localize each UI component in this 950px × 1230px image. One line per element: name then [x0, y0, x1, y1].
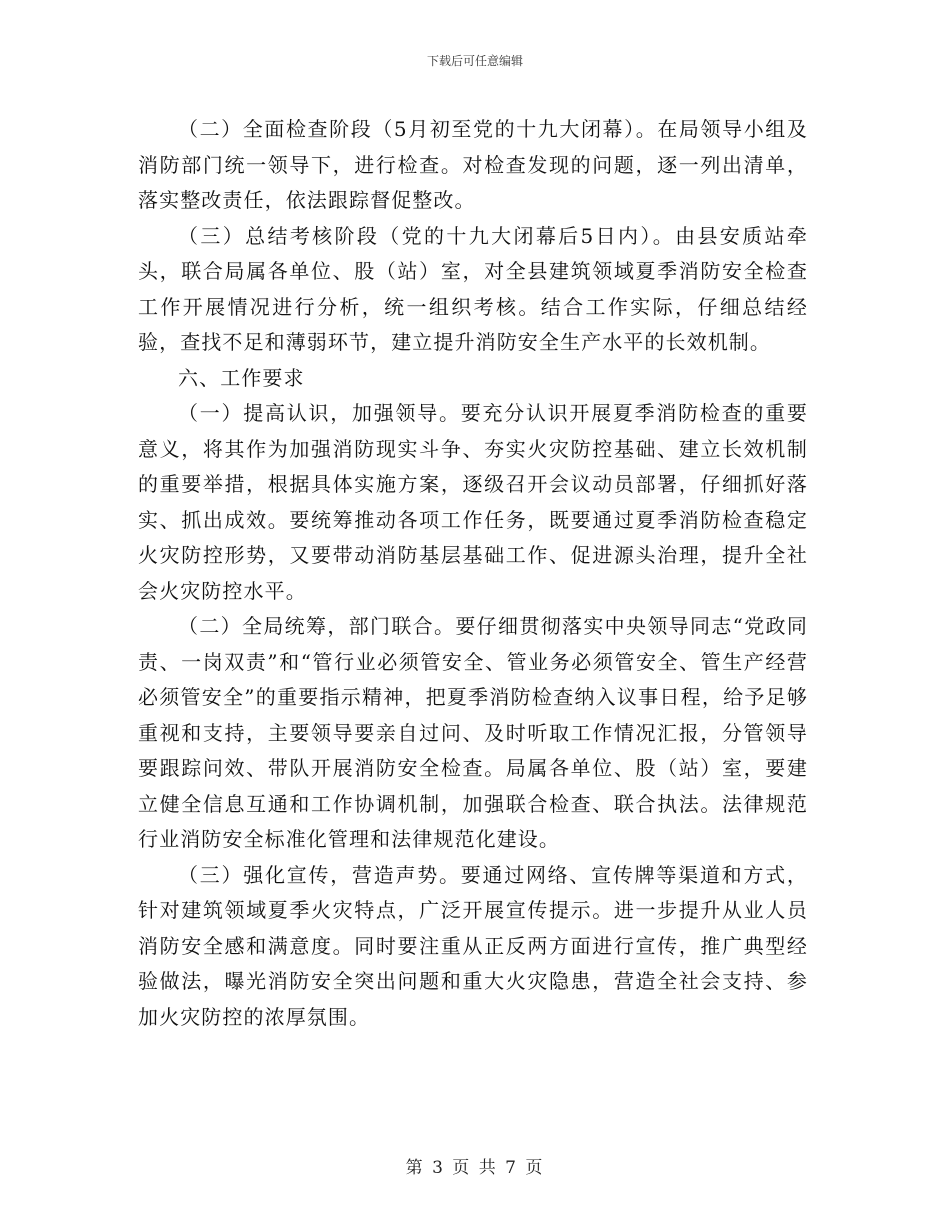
paragraph-requirement-3: （三）强化宣传，营造声势。要通过网络、宣传牌等渠道和方式，针对建筑领域夏季火灾特点，广泛开展宣传提示。进一步提升从业人员消防安全感和满意度。同时要注重从正反两方面进行宣传，推广典型经验做法，曝光消防安全突出问题和重大火灾隐患，营造全社会支持、参加火灾防控的浓厚氛围。	[138, 862, 808, 1029]
paragraph-summary-stage-3: （三）总结考核阶段（党的十九大闭幕后5日内）。由县安质站牵头，联合局属各单位、股（站）室，对全县建筑领域夏季消防安全检查工作开展情况进行分析，统一组织考核。结合工作实际，仔细总结经验，查找不足和薄弱环节，建立提升消防安全生产水平的长效机制。	[138, 223, 808, 354]
page-number-footer: 第 3 页 共 7 页	[405, 1158, 545, 1178]
document-body	[138, 112, 808, 1035]
paragraph-summary-stage-2: （二）全面检查阶段（5月初至党的十九大闭幕）。在局领导小组及消防部门统一领导下，进行检查。对检查发现的问题，逐一列出清单，落实整改责任，依法跟踪督促整改。	[138, 117, 808, 212]
paragraph-requirement-1: （一）提高认识，加强领导。要充分认识开展夏季消防检查的重要意义，将其作为加强消防现实斗争、夯实火灾防控基础、建立长效机制的重要举措，根据具体实施方案，逐级召开会议动员部署，仔细抓好落实、抓出成效。要统筹推动各项工作任务，既要通过夏季消防检查稳定火灾防控形势，又要带动消防基层基础工作、促进源头治理，提升全社会火灾防控水平。	[138, 401, 808, 603]
paragraph-requirement-2: （二）全局统筹，部门联合。要仔细贯彻落实中央领导同志“党政同责、一岗双责”和“管行业必须管安全、管业务必须管安全、管生产经营必须管安全”的重要指示精神，把夏季消防检查纳入议事日程，给予足够重视和支持，主要领导要亲自过问、及时听取工作情况汇报，分管领导要跟踪问效、带队开展消防安全检查。局属各单位、股（站）室，要建立健全信息互通和工作协调机制，加强联合检查、联合执法。法律规范行业消防安全标准化管理和法律规范化建设。	[138, 614, 808, 851]
section-heading-work-requirements: 六、工作要求	[178, 365, 305, 390]
page-header: 下载后可任意编辑	[426, 54, 523, 68]
